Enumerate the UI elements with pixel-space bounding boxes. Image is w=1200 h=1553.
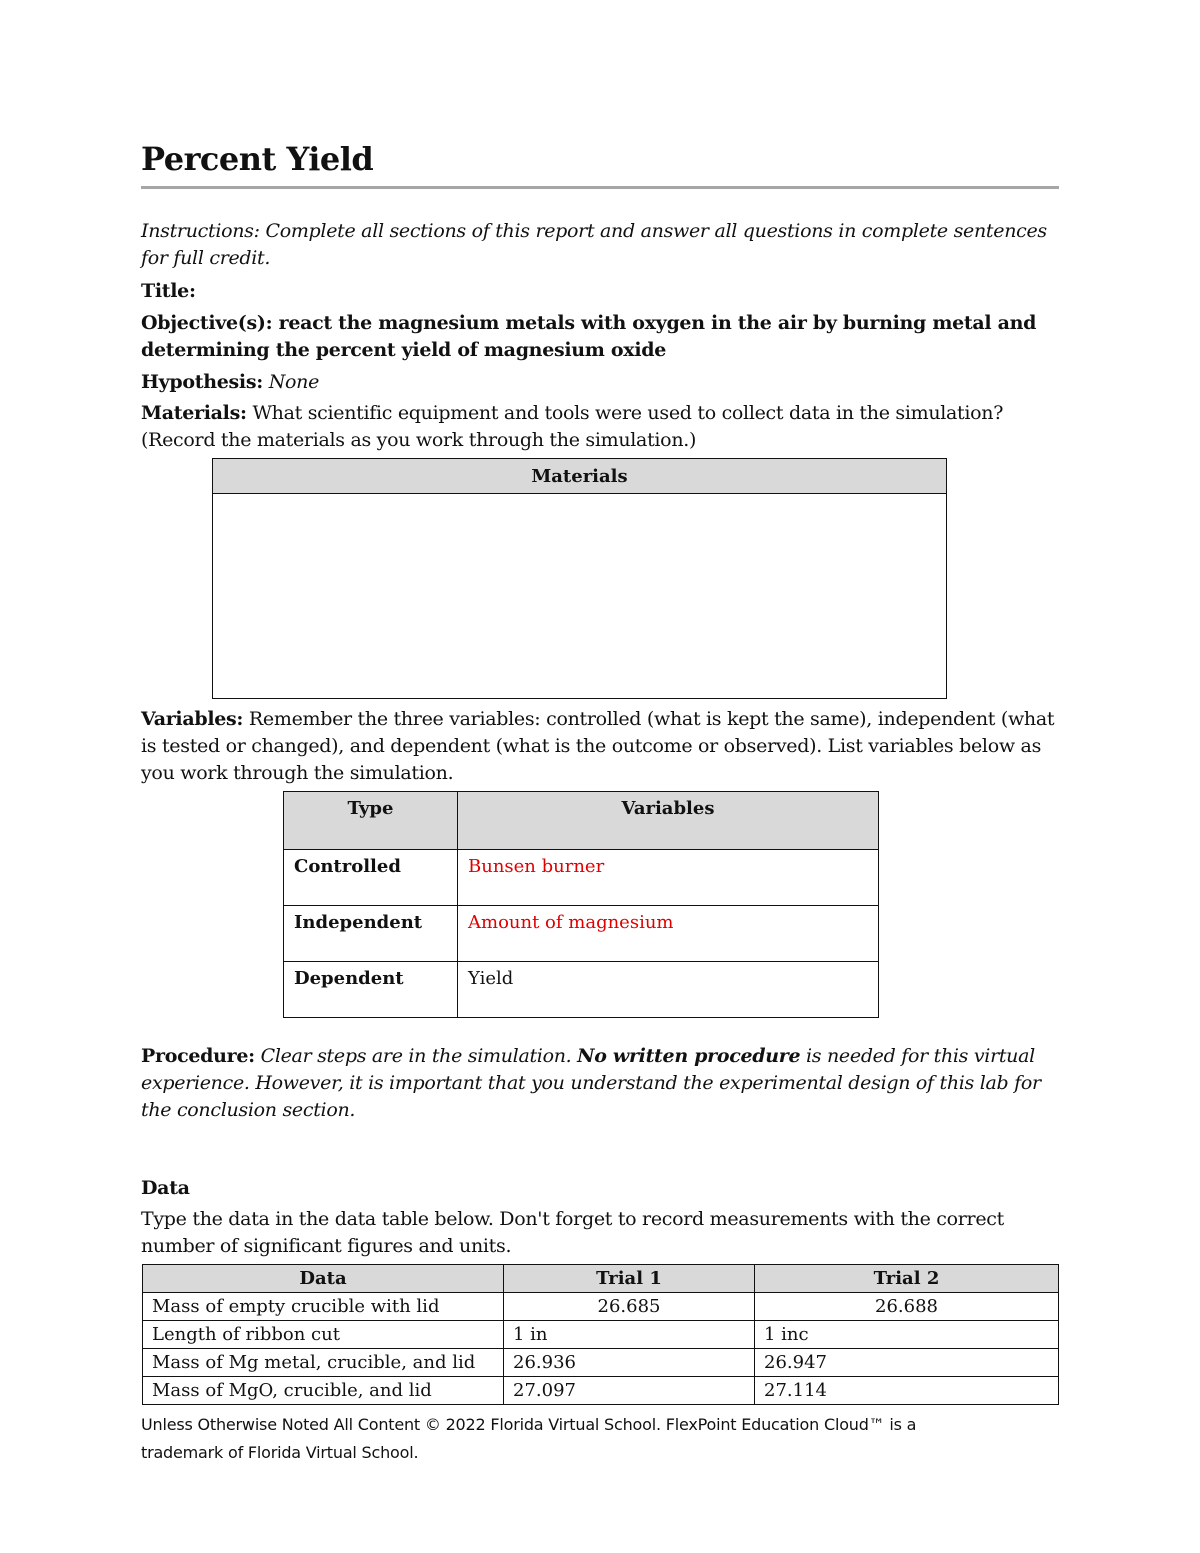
table-row (143, 1377, 1059, 1405)
data-row-label: Mass of MgO, crucible, and lid (143, 1377, 504, 1405)
instructions-text: Instructions: Complete all sections of this report and answer all questions in complete sentences for full credit. (141, 220, 1047, 269)
procedure-text-bold: No written procedure (577, 1045, 801, 1067)
trial2-cell[interactable]: 26.688 (755, 1293, 1059, 1321)
trial1-cell[interactable]: 27.097 (504, 1377, 755, 1405)
variable-value[interactable]: Amount of magnesium (458, 906, 879, 962)
materials-label: Materials: (141, 402, 247, 424)
table-row (284, 850, 879, 906)
objective-field (141, 310, 1061, 364)
objective-text: react the magnesium metals with oxygen in the air by burning metal and determining the percent yield of magnesium oxide (141, 312, 1037, 361)
objective-label: Objective(s): (141, 312, 273, 334)
page-footer (141, 1411, 1041, 1467)
variable-type: Independent (284, 906, 458, 962)
data-header-data: Data (143, 1265, 504, 1293)
variable-type: Dependent (284, 962, 458, 1018)
title-field (141, 278, 1061, 305)
variables-header-type: Type (284, 792, 458, 850)
variable-type: Controlled (284, 850, 458, 906)
materials-text: What scientific equipment and tools were used to collect data in the simulation? (Record the materials as you work through the simulation.) (141, 402, 1004, 451)
hypothesis-label: Hypothesis: (141, 371, 263, 393)
data-row-label: Mass of Mg metal, crucible, and lid (143, 1349, 504, 1377)
trial1-cell[interactable]: 1 in (504, 1321, 755, 1349)
variables-label: Variables: (141, 708, 244, 730)
data-heading: Data (141, 1177, 190, 1199)
trial1-cell[interactable]: 26.936 (504, 1349, 755, 1377)
procedure-label: Procedure: (141, 1045, 255, 1067)
materials-field (141, 400, 1061, 454)
page-title: Percent Yield (141, 140, 374, 178)
variables-text: Remember the three variables: controlled (what is kept the same), independent (what is tested or changed), and dependent (what is the outcome or observed). List variables below as you work through the simulation. (141, 708, 1055, 784)
variable-value[interactable]: Yield (458, 962, 879, 1018)
data-table (142, 1264, 1059, 1405)
title-underline (141, 186, 1059, 189)
data-instructions: Type the data in the data table below. Don't forget to record measurements with the correct number of significant figures and units. (141, 1208, 1004, 1257)
table-row (143, 1293, 1059, 1321)
data-header-trial2: Trial 2 (755, 1265, 1059, 1293)
trial2-cell[interactable]: 1 inc (755, 1321, 1059, 1349)
procedure-text-a: Clear steps are in the simulation. (260, 1045, 578, 1067)
materials-table-cell[interactable] (213, 494, 947, 699)
variables-table (283, 791, 879, 1018)
data-row-label: Length of ribbon cut (143, 1321, 504, 1349)
procedure-field (141, 1043, 1061, 1124)
trial2-cell[interactable]: 27.114 (755, 1377, 1059, 1405)
footer-line-1: Unless Otherwise Noted All Content © 2022 Florida Virtual School. FlexPoint Education Cloud™ is a (141, 1415, 917, 1434)
data-header-trial1: Trial 1 (504, 1265, 755, 1293)
table-row (143, 1349, 1059, 1377)
data-row-label: Mass of empty crucible with lid (143, 1293, 504, 1321)
trial1-cell[interactable]: 26.685 (504, 1293, 755, 1321)
table-row (143, 1321, 1059, 1349)
variable-value[interactable]: Bunsen burner (458, 850, 879, 906)
trial2-cell[interactable]: 26.947 (755, 1349, 1059, 1377)
title-label: Title: (141, 280, 196, 302)
variables-field (141, 706, 1061, 787)
materials-table (212, 458, 947, 699)
table-row (284, 962, 879, 1018)
procedure-text-b: is needed for this virtual experience. However, it is important that you understand the experimental design of this lab for the conclusion section. (141, 1045, 1041, 1121)
footer-line-2: trademark of Florida Virtual School. (141, 1443, 419, 1462)
table-row (284, 906, 879, 962)
variables-header-variables: Variables (458, 792, 879, 850)
hypothesis-field (141, 369, 1061, 396)
hypothesis-text: None (268, 371, 320, 393)
materials-table-header: Materials (213, 459, 947, 494)
